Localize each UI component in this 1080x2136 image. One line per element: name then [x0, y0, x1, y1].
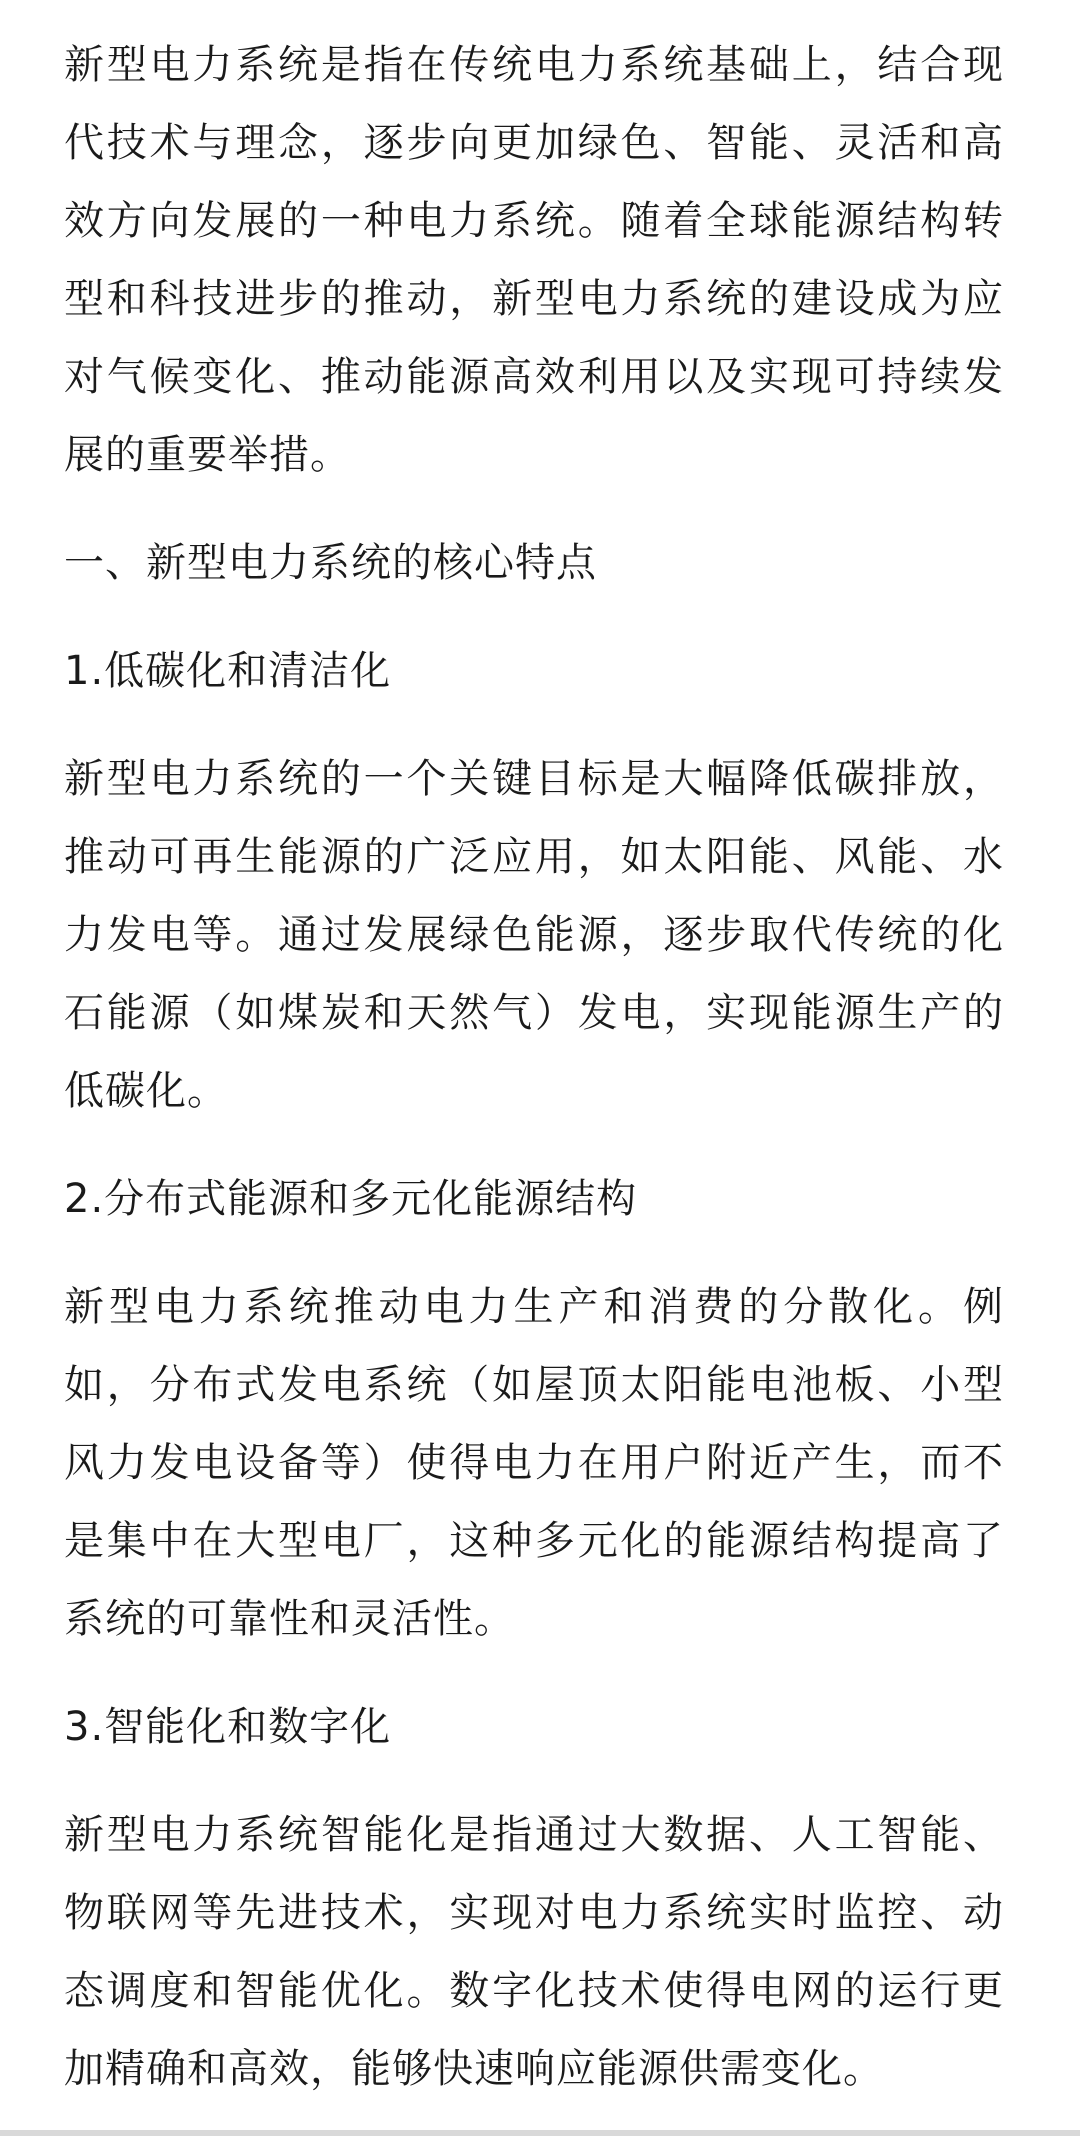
point2-paragraph: 新型电力系统推动电力生产和消费的分散化。例如，分布式发电系统（如屋顶太阳能电池板、小型风力发电设备等）使得电力在用户附近产生，而不是集中在大型电厂，这种多元化的能源结构提高了系统的可靠性和灵活性。: [64, 1284, 1004, 1642]
point3-heading: 3.智能化和数字化: [64, 1704, 392, 1750]
section-heading: 一、新型电力系统的核心特点: [64, 540, 597, 586]
point2-heading: 2.分布式能源和多元化能源结构: [64, 1176, 638, 1222]
point1-heading: 1.低碳化和清洁化: [64, 648, 392, 694]
intro-paragraph: 新型电力系统是指在传统电力系统基础上，结合现代技术与理念，逐步向更加绿色、智能、灵活和高效方向发展的一种电力系统。随着全球能源结构转型和科技进步的推动，新型电力系统的建设成为应对气候变化、推动能源高效利用以及实现可持续发展的重要举措。: [64, 42, 1004, 478]
bottom-divider: [0, 2130, 1080, 2136]
point1-paragraph: 新型电力系统的一个关键目标是大幅降低碳排放，推动可再生能源的广泛应用，如太阳能、风能、水力发电等。通过发展绿色能源，逐步取代传统的化石能源（如煤炭和天然气）发电，实现能源生产的低碳化。: [64, 756, 1004, 1114]
article-body: [64, 26, 1004, 2108]
point3-paragraph: 新型电力系统智能化是指通过大数据、人工智能、物联网等先进技术，实现对电力系统实时监控、动态调度和智能优化。数字化技术使得电网的运行更加精确和高效，能够快速响应能源供需变化。: [64, 1812, 1004, 2092]
